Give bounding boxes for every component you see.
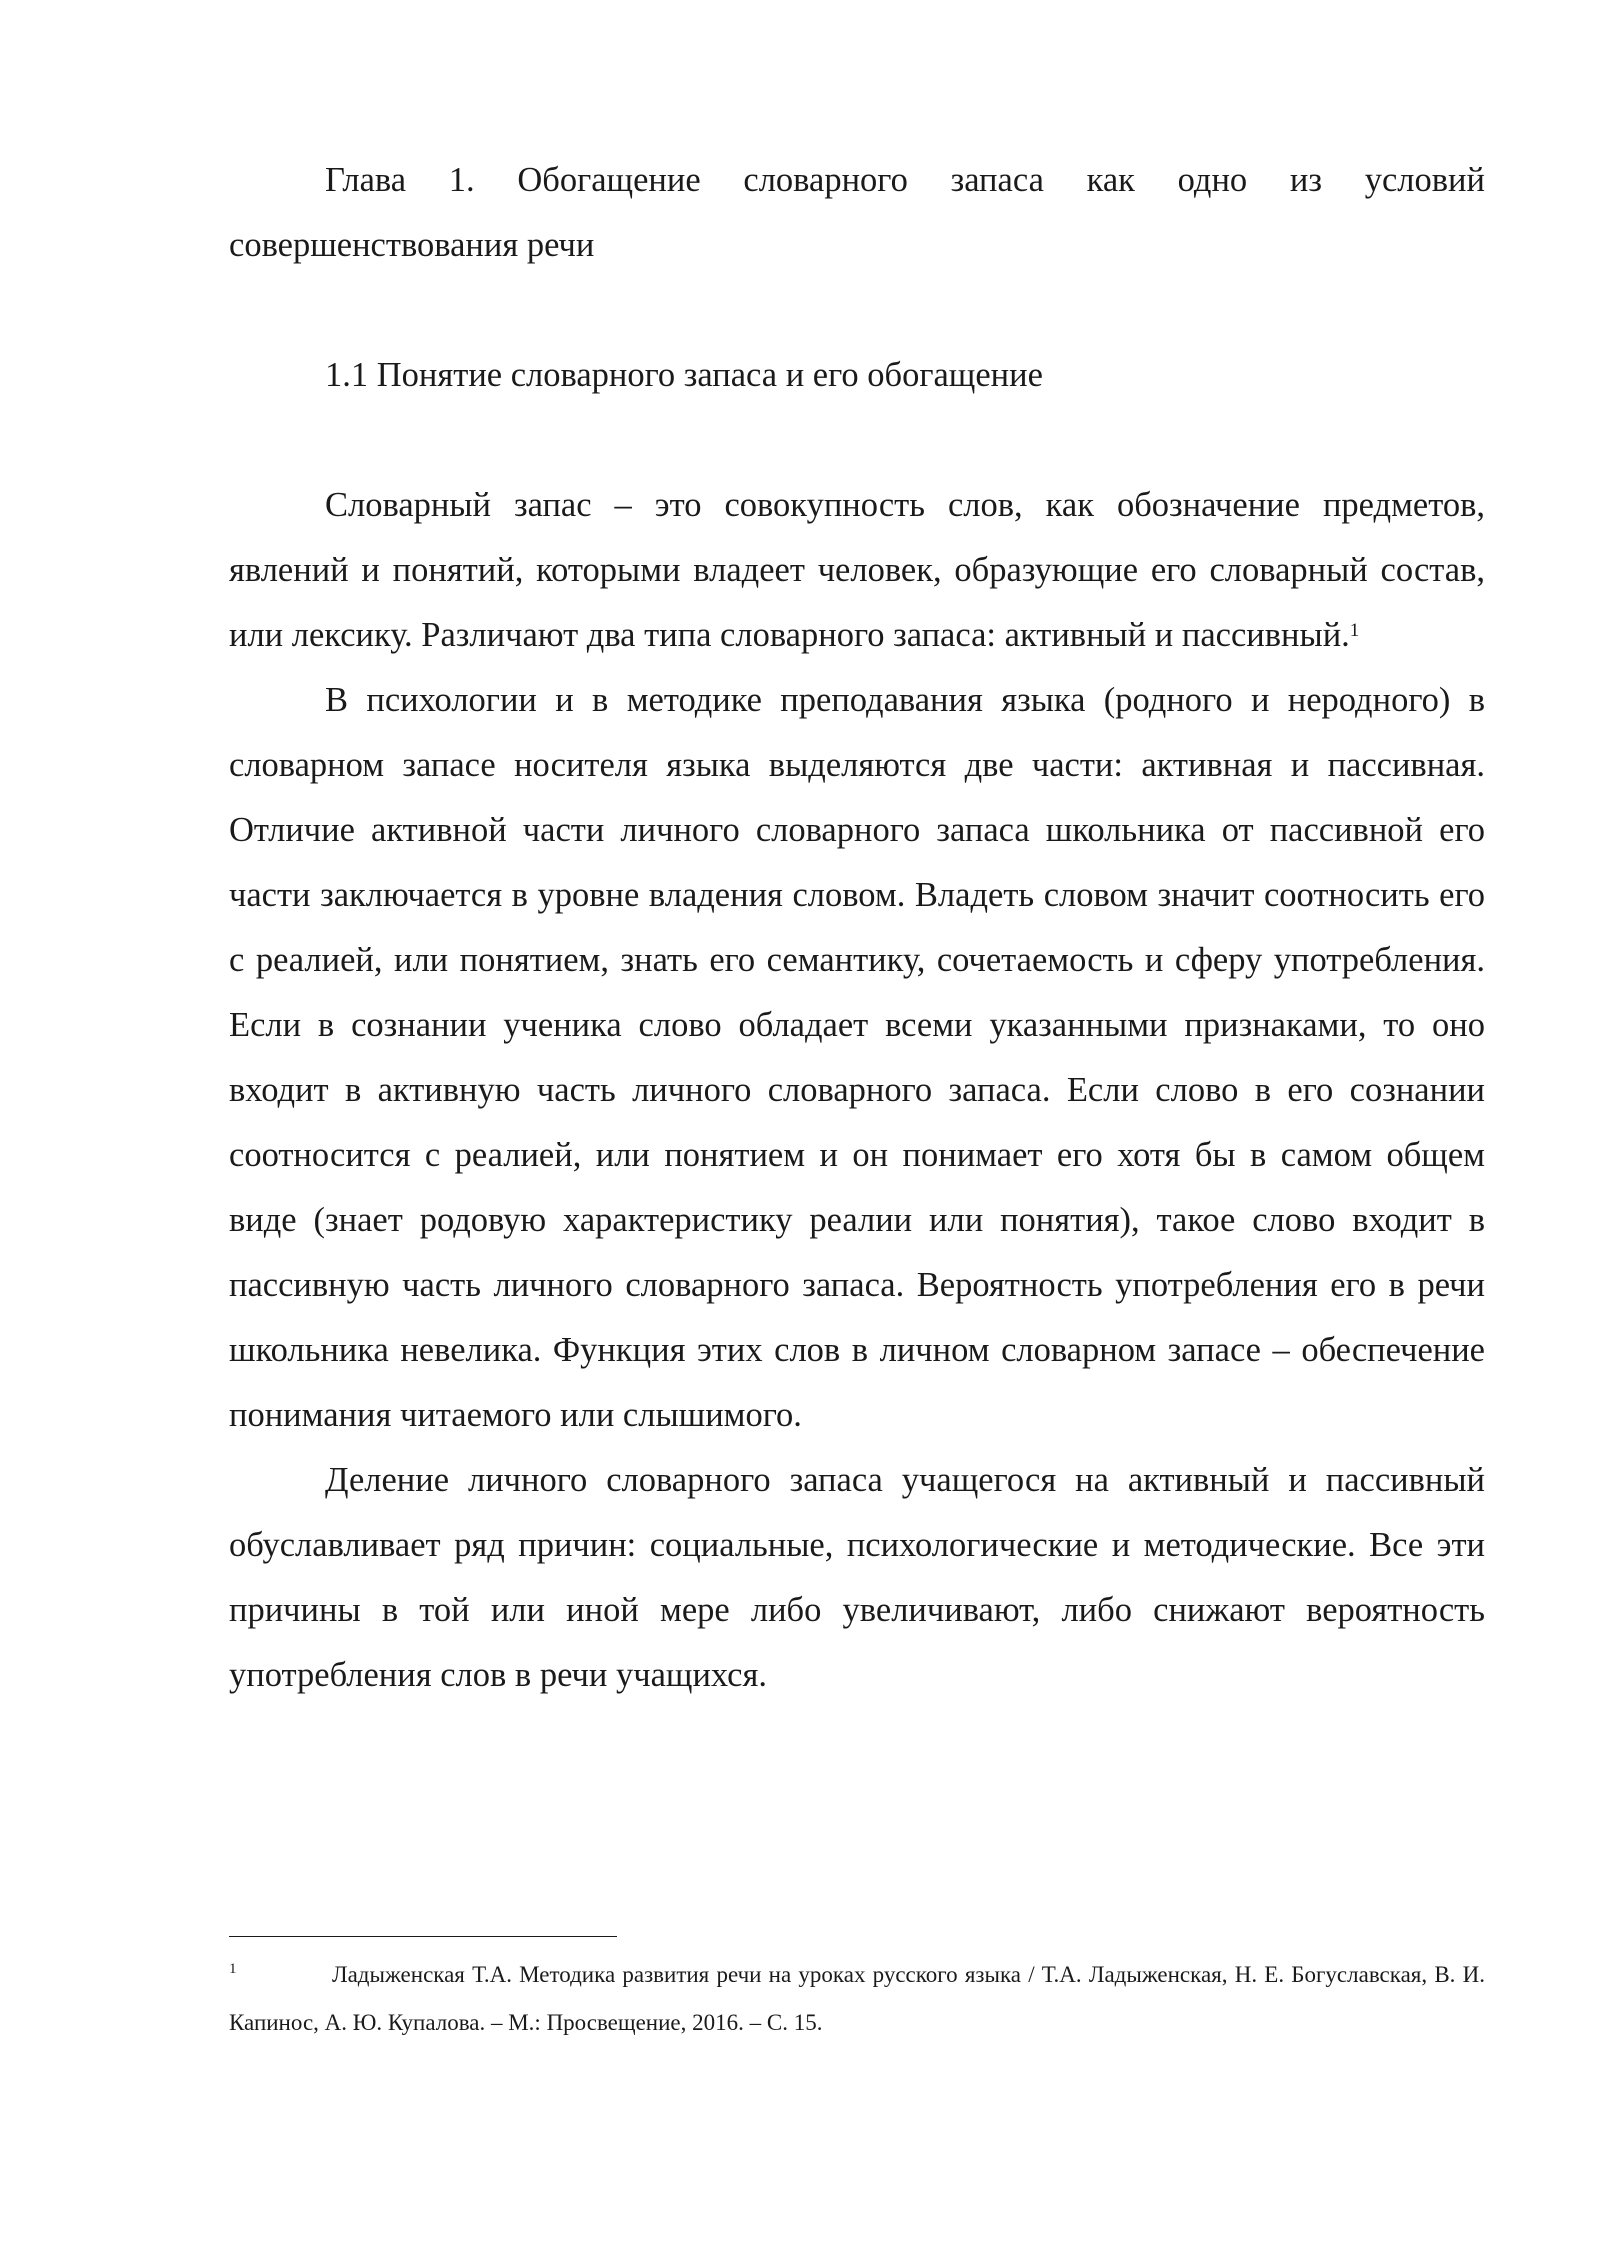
document-page xyxy=(229,148,1485,1708)
paragraph-2: В психологии и в методике преподавания языка (родного и неродного) в словарном запасе носителя языка выделяются две части: активная и пассивная. Отличие активной части личного словарного запаса школьника от пассивной его части заключается в уровне владения словом. Владеть словом значит соотносить его с реалией, или понятием, знать его семантику, сочетаемость и сферу употребления. Если в сознании ученика слово обладает всеми указанными признаками, то оно входит в активную часть личного словарного запаса. Если слово в его сознании соотносится с реалией, или понятием и он понимает его хотя бы в самом общем виде (знает родовую характеристику реалии или понятия), такое слово входит в пассивную часть личного словарного запаса. Вероятность употребления его в речи школьника невелика. Функция этих слов в личном словарном запасе – обеспечение понимания читаемого или слышимого. xyxy=(229,681,1485,1434)
section-title: 1.1 Понятие словарного запаса и его обогащение xyxy=(325,356,1043,394)
chapter-title: Глава 1. Обогащение словарного запаса как одно из условий совершенствования речи xyxy=(229,161,1485,264)
paragraph-1 xyxy=(229,473,1485,668)
paragraph-1-text: Словарный запас – это совокупность слов, как обозначение предметов, явлений и понятий, которыми владеет человек, образующие его словарный состав, или лексику. Различают два типа словарного запаса: активный и пассивный. xyxy=(229,486,1485,654)
footnote-separator xyxy=(229,1936,617,1937)
footnote-text: Ладыженская Т.А. Методика развития речи на уроках русского языка / Т.А. Ладыженская, Н. Е. Богуславская, В. И. Капинос, А. Ю. Купалова. – М.: Просвещение, 2016. – С. 15. xyxy=(229,1962,1485,2035)
footnote-reference[interactable]: 1 xyxy=(1349,619,1360,641)
footnote-1: 1 Ладыженская Т.А. Методика развития речи на уроках русского языка / Т.А. Ладыженская, Н. Е. Богуславская, В. И. Капинос, А. Ю. Купалова. – М.: Просвещение, 2016. – С. 15. xyxy=(229,1961,1485,2035)
footnotes-area xyxy=(229,1936,1485,2047)
paragraph-3: Деление личного словарного запаса учащегося на активный и пассивный обуславливает ряд причин: социальные, психологические и методические. Все эти причины в той или иной мере либо увеличивают, либо снижают вероятность употребления слов в речи учащихся. xyxy=(229,1461,1485,1694)
